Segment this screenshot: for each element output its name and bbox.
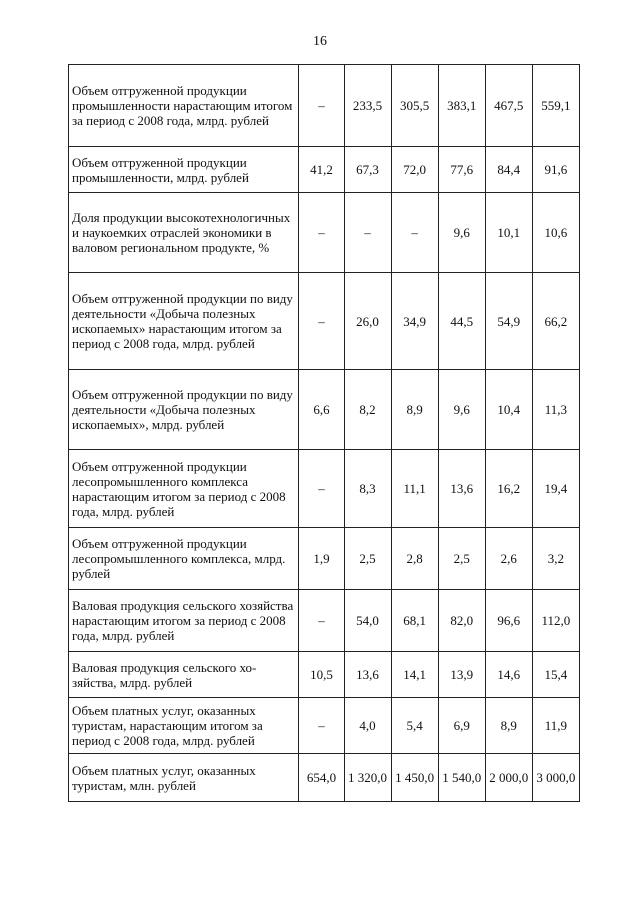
value-cell: 6,6: [299, 370, 344, 450]
value-cell: 10,4: [485, 370, 532, 450]
table-row: [69, 147, 580, 193]
value-cell: 54,9: [485, 273, 532, 370]
table-row: [69, 528, 580, 590]
value-cell: 2,6: [485, 528, 532, 590]
value-cell: 8,9: [391, 370, 438, 450]
table-row: [69, 754, 580, 802]
value-cell: 13,6: [438, 450, 485, 528]
value-cell: 6,9: [438, 698, 485, 754]
indicator-label: Объем отгруженной продукции по виду деятельности «Добыча полезных ископаемых» нарастающим итогом за период с 2008 года, млрд. рублей: [69, 273, 299, 370]
value-cell: –: [299, 65, 344, 147]
value-cell: 54,0: [344, 590, 391, 652]
value-cell: 91,6: [532, 147, 579, 193]
value-cell: –: [391, 193, 438, 273]
value-cell: 84,4: [485, 147, 532, 193]
value-cell: 112,0: [532, 590, 579, 652]
value-cell: –: [299, 450, 344, 528]
value-cell: 67,3: [344, 147, 391, 193]
value-cell: 66,2: [532, 273, 579, 370]
value-cell: 5,4: [391, 698, 438, 754]
value-cell: 82,0: [438, 590, 485, 652]
value-cell: 96,6: [485, 590, 532, 652]
table-row: [69, 652, 580, 698]
indicator-label: Объем платных услуг, оказанных туристам, млн. рублей: [69, 754, 299, 802]
value-cell: 654,0: [299, 754, 344, 802]
indicator-label: Валовая продукция сельского хозяйства нарастающим итогом за период с 2008 года, млрд. рублей: [69, 590, 299, 652]
indicator-label: Объем отгруженной продукции лесопромышленного комплекса нарастающим итогом за период с 2008 года, млрд. рублей: [69, 450, 299, 528]
table-row: [69, 450, 580, 528]
value-cell: –: [344, 193, 391, 273]
value-cell: –: [299, 273, 344, 370]
value-cell: 3,2: [532, 528, 579, 590]
value-cell: 1,9: [299, 528, 344, 590]
value-cell: 26,0: [344, 273, 391, 370]
indicator-label: Объем платных услуг, оказанных туристам, нарастающим итогом за период с 2008 года, млрд. рублей: [69, 698, 299, 754]
value-cell: 8,2: [344, 370, 391, 450]
value-cell: 16,2: [485, 450, 532, 528]
value-cell: –: [299, 698, 344, 754]
value-cell: 11,3: [532, 370, 579, 450]
table-row: [69, 370, 580, 450]
value-cell: 10,5: [299, 652, 344, 698]
page-number: 16: [313, 34, 327, 49]
indicator-label: Объем отгруженной продукции по виду деятельности «Добыча полезных ископаемых», млрд. рублей: [69, 370, 299, 450]
value-cell: 10,6: [532, 193, 579, 273]
value-cell: 9,6: [438, 370, 485, 450]
value-cell: 2,8: [391, 528, 438, 590]
value-cell: 15,4: [532, 652, 579, 698]
value-cell: 44,5: [438, 273, 485, 370]
table-row: [69, 65, 580, 147]
value-cell: 383,1: [438, 65, 485, 147]
value-cell: 19,4: [532, 450, 579, 528]
value-cell: 3 000,0: [532, 754, 579, 802]
value-cell: 14,1: [391, 652, 438, 698]
value-cell: –: [299, 193, 344, 273]
value-cell: 13,6: [344, 652, 391, 698]
value-cell: 8,3: [344, 450, 391, 528]
value-cell: 14,6: [485, 652, 532, 698]
value-cell: 13,9: [438, 652, 485, 698]
indicators-table: [68, 64, 580, 802]
value-cell: 34,9: [391, 273, 438, 370]
value-cell: 68,1: [391, 590, 438, 652]
value-cell: –: [299, 590, 344, 652]
value-cell: 11,9: [532, 698, 579, 754]
table-row: [69, 590, 580, 652]
value-cell: 2,5: [438, 528, 485, 590]
value-cell: 559,1: [532, 65, 579, 147]
value-cell: 10,1: [485, 193, 532, 273]
value-cell: 72,0: [391, 147, 438, 193]
table-row: [69, 273, 580, 370]
value-cell: 1 450,0: [391, 754, 438, 802]
indicator-label: Доля продукции высокотехнологичных и наукоемких отраслей экономики в валовом региональном продукте, %: [69, 193, 299, 273]
indicator-label: Объем отгруженной продукции промышленности, млрд. рублей: [69, 147, 299, 193]
value-cell: 1 540,0: [438, 754, 485, 802]
value-cell: 2,5: [344, 528, 391, 590]
value-cell: 4,0: [344, 698, 391, 754]
table-row: [69, 698, 580, 754]
value-cell: 1 320,0: [344, 754, 391, 802]
value-cell: 11,1: [391, 450, 438, 528]
table-row: [69, 193, 580, 273]
value-cell: 41,2: [299, 147, 344, 193]
value-cell: 2 000,0: [485, 754, 532, 802]
value-cell: 9,6: [438, 193, 485, 273]
value-cell: 8,9: [485, 698, 532, 754]
value-cell: 77,6: [438, 147, 485, 193]
indicator-label: Валовая продукция сельского хозяйства, млрд. рублей: [69, 652, 299, 698]
indicator-label: Объем отгруженной продукции лесопромышленного комплекса, млрд. рублей: [69, 528, 299, 590]
value-cell: 305,5: [391, 65, 438, 147]
value-cell: 467,5: [485, 65, 532, 147]
value-cell: 233,5: [344, 65, 391, 147]
indicator-label: Объем отгруженной продукции промышленности нарастающим итогом за период с 2008 года, млрд. рублей: [69, 65, 299, 147]
